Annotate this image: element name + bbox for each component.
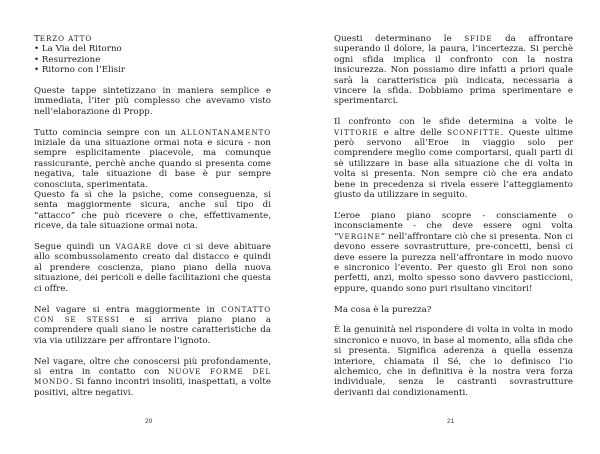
text-run: . Si fanno incontri insoliti, inaspettati, a volte positivi, altre negativi.	[34, 377, 271, 398]
left-text-column	[34, 34, 271, 409]
paragraph: Questo fa sì che la psiche, come conseguenza, si senta maggiormente sicura, anche sul tipo di “attacco” che può ricevere o che, effettivamente, riceve, da tale situazione ormai nota.	[34, 190, 271, 232]
text-run: Tutto comincia sempre con un	[34, 127, 181, 138]
smallcaps-term: VITTORIE	[334, 127, 379, 137]
paragraph: Ma cosa è la purezza?	[334, 304, 432, 315]
smallcaps-term: VAGARE	[115, 242, 153, 252]
paragraph	[334, 34, 573, 107]
text-run: Segue quindi un	[34, 242, 116, 253]
text-run: e altre delle	[378, 127, 448, 138]
text-run: Nel vagare si entra maggiormente in	[34, 304, 222, 315]
page-number: 20	[145, 418, 153, 425]
text-run: e si arriva piano piano a comprendere quali siano le nostre caratteristiche da via via utilizzare per affrontare l’ignoto.	[34, 314, 271, 346]
paragraph: Queste tappe sintetizzano in maniera semplice e immediata, l’iter più complesso che avevamo visto nell’elaborazione di Propp.	[34, 86, 271, 117]
list-item: • Resurrezione	[34, 54, 101, 65]
text-run: L’eroe piano piano scopre - consciamente o inconsciamente - che deve essere ogni volta “	[334, 210, 573, 242]
paragraph	[34, 242, 271, 294]
section-heading	[34, 34, 271, 44]
text-run: . Queste ultime però servono all’Eroe in viaggio solo per comprendere meglio come comportarsi, quali parti di sè utilizzare in base alla situazione che di volta in volta si presenta. Non sempre ciò che era andato bene in precedenza si rivela essere l’atteggiamento giusto da utilizzare in seguito.	[334, 127, 573, 201]
text-run: Questi determinano le	[334, 34, 465, 44]
smallcaps-term: NUOVE FORME DEL MONDO	[34, 366, 271, 387]
text-run: dove ci si deve abituare allo scombussolamento creato dal distacco e quindi al prendere coscienza, piano piano della nuova situazione, dei pericoli e delle facilitazioni che questa ci offre.	[34, 242, 271, 294]
paragraph	[34, 357, 271, 399]
list-item: • La Via del Ritorno	[34, 44, 122, 55]
right-page	[300, 0, 600, 454]
smallcaps-term: VERGINE	[338, 231, 381, 241]
stage-list	[34, 44, 271, 75]
paragraph	[334, 117, 573, 200]
text-run: Il confronto con le sfide determina a volte le	[334, 117, 573, 128]
paragraph	[34, 305, 271, 347]
right-text-column	[334, 34, 573, 409]
paragraph	[334, 211, 573, 294]
page-number: 21	[447, 418, 455, 425]
paragraph	[34, 128, 271, 190]
smallcaps-term: SCONFITTE	[447, 127, 501, 137]
text-run: da affrontare superando il dolore, la paura, l’incertezza. Si perchè ogni sfida implica il confronto con la nostra insicurezza. Non possiamo dire infatti a priori quale sarà la caratteristica più indicata, necessaria a vincere la sfida. Dobbiamo prima sperimentare e sperimentarci.	[334, 34, 573, 107]
paragraph: È la genuinità nel rispondere di volta in volta in modo sincronico e nuovo, in base al momento, alla sfida che si presenta. Significa aderenza a quella essenza interiore, chiamata il Sé, che io definisco l’io alchemico, che in definitiva è la nostra vera forza individuale, senza le castranti sovrastrutture derivanti dai condizionamenti.	[334, 325, 573, 398]
heading-initial: T	[34, 34, 40, 44]
text-run: iniziale da una situazione ormai nota e sicura - non sempre esplicitamente piacevole, ma comunque rassicurante, perchè anche quando si presenta come negativa, tale situazione di base è pur sempre conosciuta, sperimentata.	[34, 138, 271, 190]
smallcaps-term: CONTATTO CON SE STESSI	[34, 304, 271, 324]
text-run: ” nell’affrontare ciò che si presenta. Non ci devono essere sovrastrutture, pre-concetti, bensì ci deve essere la purezza nell’affrontare in modo nuovo e sincronico l’evento. Per questo gli Eroi non sono perfetti, anzi, molto spesso sono davvero pasticcioni, eppure, quando sono puri risultano vincitori!	[334, 231, 573, 294]
smallcaps-term: SFIDE	[464, 34, 493, 43]
smallcaps-term: ALLONTANAMENTO	[180, 127, 271, 137]
list-item: • Ritorno con l’Elisir	[34, 65, 126, 76]
text-run: Nel vagare, oltre che conoscersi più profondamente, si entra in contatto con	[34, 356, 271, 377]
heading-smallcaps: ERZO ATTO	[39, 34, 93, 43]
